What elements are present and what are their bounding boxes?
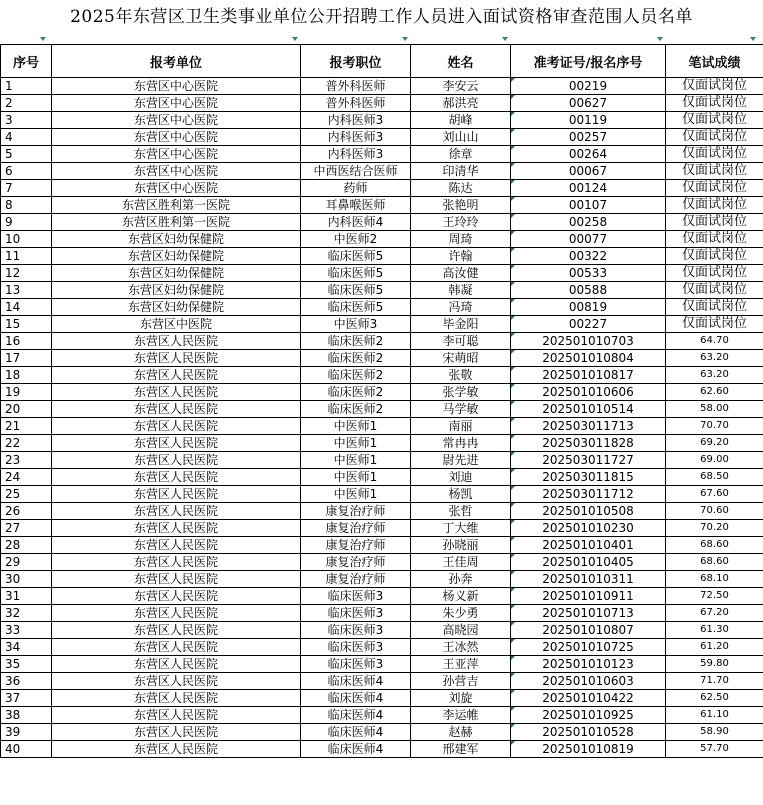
exam-id-cell[interactable]: 202503011815 bbox=[511, 469, 666, 486]
position-cell[interactable]: 中医师1 bbox=[301, 435, 411, 452]
column-header[interactable]: 笔试成绩 bbox=[666, 45, 763, 78]
name-cell[interactable]: 尉先进 bbox=[411, 452, 511, 469]
name-cell[interactable]: 赵赫 bbox=[411, 724, 511, 741]
row-number[interactable]: 2 bbox=[1, 95, 52, 112]
unit-cell[interactable]: 东营区中心医院 bbox=[52, 95, 301, 112]
exam-id-cell[interactable]: 202501010514 bbox=[511, 401, 666, 418]
position-cell[interactable]: 康复治疗师 bbox=[301, 503, 411, 520]
table-row bbox=[1, 350, 763, 367]
row-number[interactable]: 30 bbox=[1, 571, 52, 588]
position-cell[interactable]: 中医师1 bbox=[301, 452, 411, 469]
score-cell[interactable]: 61.30 bbox=[666, 622, 763, 639]
table-row bbox=[1, 112, 763, 129]
unit-cell[interactable]: 东营区中心医院 bbox=[52, 129, 301, 146]
unit-cell[interactable]: 东营区中心医院 bbox=[52, 78, 301, 95]
row-number[interactable]: 11 bbox=[1, 248, 52, 265]
unit-cell[interactable]: 东营区人民医院 bbox=[52, 673, 301, 690]
position-cell[interactable]: 临床医师5 bbox=[301, 248, 411, 265]
exam-id-cell[interactable]: 202501010405 bbox=[511, 554, 666, 571]
unit-cell[interactable]: 东营区妇幼保健院 bbox=[52, 248, 301, 265]
score-cell[interactable]: 63.20 bbox=[666, 350, 763, 367]
name-cell[interactable]: 孙奔 bbox=[411, 571, 511, 588]
score-cell[interactable]: 62.60 bbox=[666, 384, 763, 401]
position-cell[interactable]: 药师 bbox=[301, 180, 411, 197]
table-row bbox=[1, 554, 763, 571]
position-cell[interactable]: 临床医师2 bbox=[301, 367, 411, 384]
table-row bbox=[1, 724, 763, 741]
score-cell[interactable]: 64.70 bbox=[666, 333, 763, 350]
unit-cell[interactable]: 东营区人民医院 bbox=[52, 435, 301, 452]
exam-id-cell[interactable]: 202501010422 bbox=[511, 690, 666, 707]
table-row bbox=[1, 452, 763, 469]
score-cell[interactable]: 62.50 bbox=[666, 690, 763, 707]
score-cell[interactable]: 仅面试岗位 bbox=[666, 95, 763, 112]
unit-cell[interactable]: 东营区人民医院 bbox=[52, 486, 301, 503]
exam-id-cell[interactable]: 00627 bbox=[511, 95, 666, 112]
row-number[interactable]: 39 bbox=[1, 724, 52, 741]
score-cell[interactable]: 仅面试岗位 bbox=[666, 299, 763, 316]
score-cell[interactable]: 71.70 bbox=[666, 673, 763, 690]
score-cell[interactable]: 61.20 bbox=[666, 639, 763, 656]
score-cell[interactable]: 58.00 bbox=[666, 401, 763, 418]
score-cell[interactable]: 57.70 bbox=[666, 741, 763, 758]
filter-dropdown-icon[interactable] bbox=[38, 34, 48, 43]
exam-id-cell[interactable]: 00819 bbox=[511, 299, 666, 316]
exam-id-cell[interactable]: 00219 bbox=[511, 78, 666, 95]
row-number[interactable]: 6 bbox=[1, 163, 52, 180]
row-number[interactable]: 38 bbox=[1, 707, 52, 724]
table-row bbox=[1, 78, 763, 95]
unit-cell[interactable]: 东营区人民医院 bbox=[52, 605, 301, 622]
score-cell[interactable]: 仅面试岗位 bbox=[666, 248, 763, 265]
row-number[interactable]: 36 bbox=[1, 673, 52, 690]
table-row bbox=[1, 180, 763, 197]
exam-id-cell[interactable]: 00264 bbox=[511, 146, 666, 163]
position-cell[interactable]: 普外科医师 bbox=[301, 78, 411, 95]
exam-id-cell[interactable]: 202501010508 bbox=[511, 503, 666, 520]
name-cell[interactable]: 杨义新 bbox=[411, 588, 511, 605]
name-cell[interactable]: 张哲 bbox=[411, 503, 511, 520]
exam-id-cell[interactable]: 00077 bbox=[511, 231, 666, 248]
filter-dropdown-icon[interactable] bbox=[290, 34, 300, 43]
exam-id-cell[interactable]: 00322 bbox=[511, 248, 666, 265]
exam-id-cell[interactable]: 202503011713 bbox=[511, 418, 666, 435]
position-cell[interactable]: 中医师1 bbox=[301, 469, 411, 486]
table-row bbox=[1, 197, 763, 214]
name-cell[interactable]: 李可聪 bbox=[411, 333, 511, 350]
position-cell[interactable]: 临床医师2 bbox=[301, 333, 411, 350]
name-cell[interactable]: 刘旋 bbox=[411, 690, 511, 707]
name-cell[interactable]: 杨凯 bbox=[411, 486, 511, 503]
unit-cell[interactable]: 东营区人民医院 bbox=[52, 401, 301, 418]
row-number[interactable]: 3 bbox=[1, 112, 52, 129]
score-cell[interactable]: 仅面试岗位 bbox=[666, 214, 763, 231]
exam-id-cell[interactable]: 202501010230 bbox=[511, 520, 666, 537]
row-number[interactable]: 14 bbox=[1, 299, 52, 316]
row-number[interactable]: 21 bbox=[1, 418, 52, 435]
table-row bbox=[1, 248, 763, 265]
table-row bbox=[1, 741, 763, 758]
table-row bbox=[1, 299, 763, 316]
name-cell[interactable]: 印清华 bbox=[411, 163, 511, 180]
unit-cell[interactable]: 东营区人民医院 bbox=[52, 384, 301, 401]
table-row bbox=[1, 537, 763, 554]
score-cell[interactable]: 68.60 bbox=[666, 537, 763, 554]
exam-id-cell[interactable]: 00067 bbox=[511, 163, 666, 180]
table-row bbox=[1, 367, 763, 384]
table-row bbox=[1, 605, 763, 622]
table-row bbox=[1, 401, 763, 418]
exam-id-cell[interactable]: 202501010606 bbox=[511, 384, 666, 401]
table-row bbox=[1, 673, 763, 690]
exam-id-cell[interactable]: 00124 bbox=[511, 180, 666, 197]
table-row bbox=[1, 418, 763, 435]
score-cell[interactable]: 70.60 bbox=[666, 503, 763, 520]
score-cell[interactable]: 67.20 bbox=[666, 605, 763, 622]
score-cell[interactable]: 仅面试岗位 bbox=[666, 231, 763, 248]
table-row bbox=[1, 622, 763, 639]
table-row bbox=[1, 384, 763, 401]
name-cell[interactable]: 胡峰 bbox=[411, 112, 511, 129]
unit-cell[interactable]: 东营区妇幼保健院 bbox=[52, 299, 301, 316]
name-cell[interactable]: 冯琦 bbox=[411, 299, 511, 316]
score-cell[interactable]: 仅面试岗位 bbox=[666, 282, 763, 299]
score-cell[interactable]: 68.10 bbox=[666, 571, 763, 588]
name-cell[interactable]: 张艳明 bbox=[411, 197, 511, 214]
position-cell[interactable]: 中医师3 bbox=[301, 316, 411, 333]
row-number[interactable]: 5 bbox=[1, 146, 52, 163]
unit-cell[interactable]: 东营区人民医院 bbox=[52, 588, 301, 605]
position-cell[interactable]: 临床医师4 bbox=[301, 690, 411, 707]
position-cell[interactable]: 临床医师2 bbox=[301, 401, 411, 418]
unit-cell[interactable]: 东营区妇幼保健院 bbox=[52, 282, 301, 299]
name-cell[interactable]: 常冉冉 bbox=[411, 435, 511, 452]
unit-cell[interactable]: 东营区妇幼保健院 bbox=[52, 231, 301, 248]
name-cell[interactable]: 孙营吉 bbox=[411, 673, 511, 690]
exam-id-cell[interactable]: 00533 bbox=[511, 265, 666, 282]
row-number[interactable]: 34 bbox=[1, 639, 52, 656]
row-number[interactable]: 29 bbox=[1, 554, 52, 571]
score-cell[interactable]: 72.50 bbox=[666, 588, 763, 605]
unit-cell[interactable]: 东营区中心医院 bbox=[52, 180, 301, 197]
row-number[interactable]: 27 bbox=[1, 520, 52, 537]
position-cell[interactable]: 内科医师3 bbox=[301, 146, 411, 163]
position-cell[interactable]: 临床医师3 bbox=[301, 622, 411, 639]
score-cell[interactable]: 仅面试岗位 bbox=[666, 265, 763, 282]
filter-dropdown-icon[interactable] bbox=[400, 34, 410, 43]
score-cell[interactable]: 59.80 bbox=[666, 656, 763, 673]
score-cell[interactable]: 63.20 bbox=[666, 367, 763, 384]
score-cell[interactable]: 仅面试岗位 bbox=[666, 180, 763, 197]
name-cell[interactable]: 高汝健 bbox=[411, 265, 511, 282]
row-number[interactable]: 22 bbox=[1, 435, 52, 452]
position-cell[interactable]: 康复治疗师 bbox=[301, 537, 411, 554]
filter-dropdown-icon[interactable] bbox=[500, 34, 510, 43]
row-number[interactable]: 10 bbox=[1, 231, 52, 248]
exam-id-cell[interactable]: 202501010911 bbox=[511, 588, 666, 605]
name-cell[interactable]: 徐章 bbox=[411, 146, 511, 163]
table-row bbox=[1, 690, 763, 707]
exam-id-cell[interactable]: 00588 bbox=[511, 282, 666, 299]
row-number[interactable]: 19 bbox=[1, 384, 52, 401]
exam-id-cell[interactable]: 00227 bbox=[511, 316, 666, 333]
score-cell[interactable]: 58.90 bbox=[666, 724, 763, 741]
position-cell[interactable]: 康复治疗师 bbox=[301, 571, 411, 588]
row-number[interactable]: 17 bbox=[1, 350, 52, 367]
name-cell[interactable]: 韩凝 bbox=[411, 282, 511, 299]
unit-cell[interactable]: 东营区胜利第一医院 bbox=[52, 214, 301, 231]
score-cell[interactable]: 70.20 bbox=[666, 520, 763, 537]
score-cell[interactable]: 仅面试岗位 bbox=[666, 316, 763, 333]
unit-cell[interactable]: 东营区人民医院 bbox=[52, 639, 301, 656]
name-cell[interactable]: 丁大维 bbox=[411, 520, 511, 537]
row-number[interactable]: 9 bbox=[1, 214, 52, 231]
row-number[interactable]: 18 bbox=[1, 367, 52, 384]
name-cell[interactable]: 王亚萍 bbox=[411, 656, 511, 673]
filter-bar bbox=[0, 34, 763, 44]
score-cell[interactable]: 61.10 bbox=[666, 707, 763, 724]
exam-id-cell[interactable]: 202501010725 bbox=[511, 639, 666, 656]
name-cell[interactable]: 刘迪 bbox=[411, 469, 511, 486]
table-row bbox=[1, 214, 763, 231]
table-row bbox=[1, 588, 763, 605]
unit-cell[interactable]: 东营区人民医院 bbox=[52, 418, 301, 435]
row-number[interactable]: 13 bbox=[1, 282, 52, 299]
column-header[interactable]: 序号 bbox=[1, 45, 52, 78]
name-cell[interactable]: 马学敏 bbox=[411, 401, 511, 418]
table-row bbox=[1, 333, 763, 350]
exam-id-cell[interactable]: 202503011712 bbox=[511, 486, 666, 503]
table-row bbox=[1, 129, 763, 146]
unit-cell[interactable]: 东营区人民医院 bbox=[52, 367, 301, 384]
position-cell[interactable]: 临床医师4 bbox=[301, 707, 411, 724]
unit-cell[interactable]: 东营区人民医院 bbox=[52, 571, 301, 588]
exam-id-cell[interactable]: 202501010925 bbox=[511, 707, 666, 724]
name-cell[interactable]: 李安云 bbox=[411, 78, 511, 95]
table-row bbox=[1, 163, 763, 180]
score-cell[interactable]: 69.20 bbox=[666, 435, 763, 452]
column-header[interactable]: 姓名 bbox=[411, 45, 511, 78]
name-cell[interactable]: 王冰然 bbox=[411, 639, 511, 656]
position-cell[interactable]: 中西医结合医师 bbox=[301, 163, 411, 180]
row-number[interactable]: 15 bbox=[1, 316, 52, 333]
unit-cell[interactable]: 东营区人民医院 bbox=[52, 350, 301, 367]
row-number[interactable]: 20 bbox=[1, 401, 52, 418]
position-cell[interactable]: 临床医师5 bbox=[301, 282, 411, 299]
name-cell[interactable]: 张学敏 bbox=[411, 384, 511, 401]
position-cell[interactable]: 临床医师5 bbox=[301, 265, 411, 282]
row-number[interactable]: 16 bbox=[1, 333, 52, 350]
unit-cell[interactable]: 东营区人民医院 bbox=[52, 469, 301, 486]
name-cell[interactable]: 朱少勇 bbox=[411, 605, 511, 622]
row-number[interactable]: 33 bbox=[1, 622, 52, 639]
score-cell[interactable]: 仅面试岗位 bbox=[666, 112, 763, 129]
unit-cell[interactable]: 东营区中心医院 bbox=[52, 112, 301, 129]
score-cell[interactable]: 仅面试岗位 bbox=[666, 129, 763, 146]
name-cell[interactable]: 邢建军 bbox=[411, 741, 511, 758]
exam-id-cell[interactable]: 202501010703 bbox=[511, 333, 666, 350]
exam-id-cell[interactable]: 00107 bbox=[511, 197, 666, 214]
position-cell[interactable]: 临床医师2 bbox=[301, 384, 411, 401]
table-row bbox=[1, 520, 763, 537]
score-cell[interactable]: 70.70 bbox=[666, 418, 763, 435]
unit-cell[interactable]: 东营区人民医院 bbox=[52, 656, 301, 673]
row-number[interactable]: 37 bbox=[1, 690, 52, 707]
position-cell[interactable]: 康复治疗师 bbox=[301, 554, 411, 571]
filter-dropdown-icon[interactable] bbox=[655, 34, 665, 43]
unit-cell[interactable]: 东营区人民医院 bbox=[52, 707, 301, 724]
row-number[interactable]: 25 bbox=[1, 486, 52, 503]
position-cell[interactable]: 临床医师3 bbox=[301, 639, 411, 656]
position-cell[interactable]: 中医师1 bbox=[301, 418, 411, 435]
row-number[interactable]: 26 bbox=[1, 503, 52, 520]
table-row bbox=[1, 316, 763, 333]
unit-cell[interactable]: 东营区人民医院 bbox=[52, 741, 301, 758]
exam-id-cell[interactable]: 202501010804 bbox=[511, 350, 666, 367]
table-body bbox=[1, 78, 763, 758]
exam-id-cell[interactable]: 202501010713 bbox=[511, 605, 666, 622]
name-cell[interactable]: 陈达 bbox=[411, 180, 511, 197]
row-number[interactable]: 4 bbox=[1, 129, 52, 146]
position-cell[interactable]: 临床医师4 bbox=[301, 741, 411, 758]
unit-cell[interactable]: 东营区人民医院 bbox=[52, 554, 301, 571]
unit-cell[interactable]: 东营区中医院 bbox=[52, 316, 301, 333]
exam-id-cell[interactable]: 202501010817 bbox=[511, 367, 666, 384]
score-cell[interactable]: 67.60 bbox=[666, 486, 763, 503]
position-cell[interactable]: 临床医师3 bbox=[301, 588, 411, 605]
exam-id-cell[interactable]: 00119 bbox=[511, 112, 666, 129]
table-row bbox=[1, 265, 763, 282]
score-cell[interactable]: 仅面试岗位 bbox=[666, 197, 763, 214]
column-header[interactable]: 准考证号/报名序号 bbox=[511, 45, 666, 78]
name-cell[interactable]: 南丽 bbox=[411, 418, 511, 435]
unit-cell[interactable]: 东营区人民医院 bbox=[52, 724, 301, 741]
unit-cell[interactable]: 东营区妇幼保健院 bbox=[52, 265, 301, 282]
name-cell[interactable]: 孙晓丽 bbox=[411, 537, 511, 554]
row-number[interactable]: 35 bbox=[1, 656, 52, 673]
name-cell[interactable]: 毕金阳 bbox=[411, 316, 511, 333]
position-cell[interactable]: 内科医师4 bbox=[301, 214, 411, 231]
exam-id-cell[interactable]: 202501010123 bbox=[511, 656, 666, 673]
row-number[interactable]: 7 bbox=[1, 180, 52, 197]
unit-cell[interactable]: 东营区人民医院 bbox=[52, 537, 301, 554]
exam-id-cell[interactable]: 202501010807 bbox=[511, 622, 666, 639]
position-cell[interactable]: 临床医师2 bbox=[301, 350, 411, 367]
name-cell[interactable]: 李运帷 bbox=[411, 707, 511, 724]
row-number[interactable]: 40 bbox=[1, 741, 52, 758]
name-cell[interactable]: 郝洪亮 bbox=[411, 95, 511, 112]
name-cell[interactable]: 张敬 bbox=[411, 367, 511, 384]
position-cell[interactable]: 临床医师5 bbox=[301, 299, 411, 316]
name-cell[interactable]: 王玲玲 bbox=[411, 214, 511, 231]
position-cell[interactable]: 中医师2 bbox=[301, 231, 411, 248]
table-row bbox=[1, 435, 763, 452]
exam-id-cell[interactable]: 00258 bbox=[511, 214, 666, 231]
filter-dropdown-icon[interactable] bbox=[748, 34, 758, 43]
name-cell[interactable]: 周琦 bbox=[411, 231, 511, 248]
name-cell[interactable]: 刘山山 bbox=[411, 129, 511, 146]
header-row bbox=[1, 45, 763, 78]
table-row bbox=[1, 146, 763, 163]
exam-id-cell[interactable]: 00257 bbox=[511, 129, 666, 146]
table-row bbox=[1, 486, 763, 503]
score-cell[interactable]: 仅面试岗位 bbox=[666, 146, 763, 163]
row-number[interactable]: 31 bbox=[1, 588, 52, 605]
position-cell[interactable]: 临床医师4 bbox=[301, 724, 411, 741]
exam-id-cell[interactable]: 202503011828 bbox=[511, 435, 666, 452]
name-cell[interactable]: 许翰 bbox=[411, 248, 511, 265]
score-cell[interactable]: 仅面试岗位 bbox=[666, 78, 763, 95]
row-number[interactable]: 23 bbox=[1, 452, 52, 469]
exam-id-cell[interactable]: 202501010603 bbox=[511, 673, 666, 690]
position-cell[interactable]: 临床医师3 bbox=[301, 656, 411, 673]
exam-id-cell[interactable]: 202503011727 bbox=[511, 452, 666, 469]
exam-id-cell[interactable]: 202501010311 bbox=[511, 571, 666, 588]
table-row bbox=[1, 231, 763, 248]
row-number[interactable]: 32 bbox=[1, 605, 52, 622]
row-number[interactable]: 1 bbox=[1, 78, 52, 95]
column-header[interactable]: 报考单位 bbox=[52, 45, 301, 78]
exam-id-cell[interactable]: 202501010819 bbox=[511, 741, 666, 758]
position-cell[interactable]: 中医师1 bbox=[301, 486, 411, 503]
name-cell[interactable]: 高晓园 bbox=[411, 622, 511, 639]
table-row bbox=[1, 707, 763, 724]
score-cell[interactable]: 69.00 bbox=[666, 452, 763, 469]
unit-cell[interactable]: 东营区人民医院 bbox=[52, 333, 301, 350]
unit-cell[interactable]: 东营区胜利第一医院 bbox=[52, 197, 301, 214]
row-number[interactable]: 28 bbox=[1, 537, 52, 554]
exam-id-cell[interactable]: 202501010401 bbox=[511, 537, 666, 554]
unit-cell[interactable]: 东营区中心医院 bbox=[52, 163, 301, 180]
exam-id-cell[interactable]: 202501010528 bbox=[511, 724, 666, 741]
position-cell[interactable]: 康复治疗师 bbox=[301, 520, 411, 537]
table-row bbox=[1, 95, 763, 112]
name-cell[interactable]: 宋萌昭 bbox=[411, 350, 511, 367]
unit-cell[interactable]: 东营区人民医院 bbox=[52, 690, 301, 707]
position-cell[interactable]: 内科医师3 bbox=[301, 112, 411, 129]
score-cell[interactable]: 68.60 bbox=[666, 554, 763, 571]
table-row bbox=[1, 639, 763, 656]
name-cell[interactable]: 王佳周 bbox=[411, 554, 511, 571]
unit-cell[interactable]: 东营区人民医院 bbox=[52, 622, 301, 639]
position-cell[interactable]: 普外科医师 bbox=[301, 95, 411, 112]
table-row bbox=[1, 282, 763, 299]
roster-table bbox=[0, 44, 763, 758]
table-row bbox=[1, 469, 763, 486]
table-row bbox=[1, 571, 763, 588]
unit-cell[interactable]: 东营区中心医院 bbox=[52, 146, 301, 163]
table-row bbox=[1, 656, 763, 673]
column-header[interactable]: 报考职位 bbox=[301, 45, 411, 78]
unit-cell[interactable]: 东营区人民医院 bbox=[52, 452, 301, 469]
row-number[interactable]: 12 bbox=[1, 265, 52, 282]
score-cell[interactable]: 仅面试岗位 bbox=[666, 163, 763, 180]
position-cell[interactable]: 耳鼻喉医师 bbox=[301, 197, 411, 214]
page-title: 2025年东营区卫生类事业单位公开招聘工作人员进入面试资格审查范围人员名单 bbox=[70, 7, 693, 27]
unit-cell[interactable]: 东营区人民医院 bbox=[52, 520, 301, 537]
position-cell[interactable]: 内科医师3 bbox=[301, 129, 411, 146]
unit-cell[interactable]: 东营区人民医院 bbox=[52, 503, 301, 520]
row-number[interactable]: 8 bbox=[1, 197, 52, 214]
table-row bbox=[1, 503, 763, 520]
position-cell[interactable]: 临床医师4 bbox=[301, 673, 411, 690]
score-cell[interactable]: 68.50 bbox=[666, 469, 763, 486]
position-cell[interactable]: 临床医师3 bbox=[301, 605, 411, 622]
row-number[interactable]: 24 bbox=[1, 469, 52, 486]
